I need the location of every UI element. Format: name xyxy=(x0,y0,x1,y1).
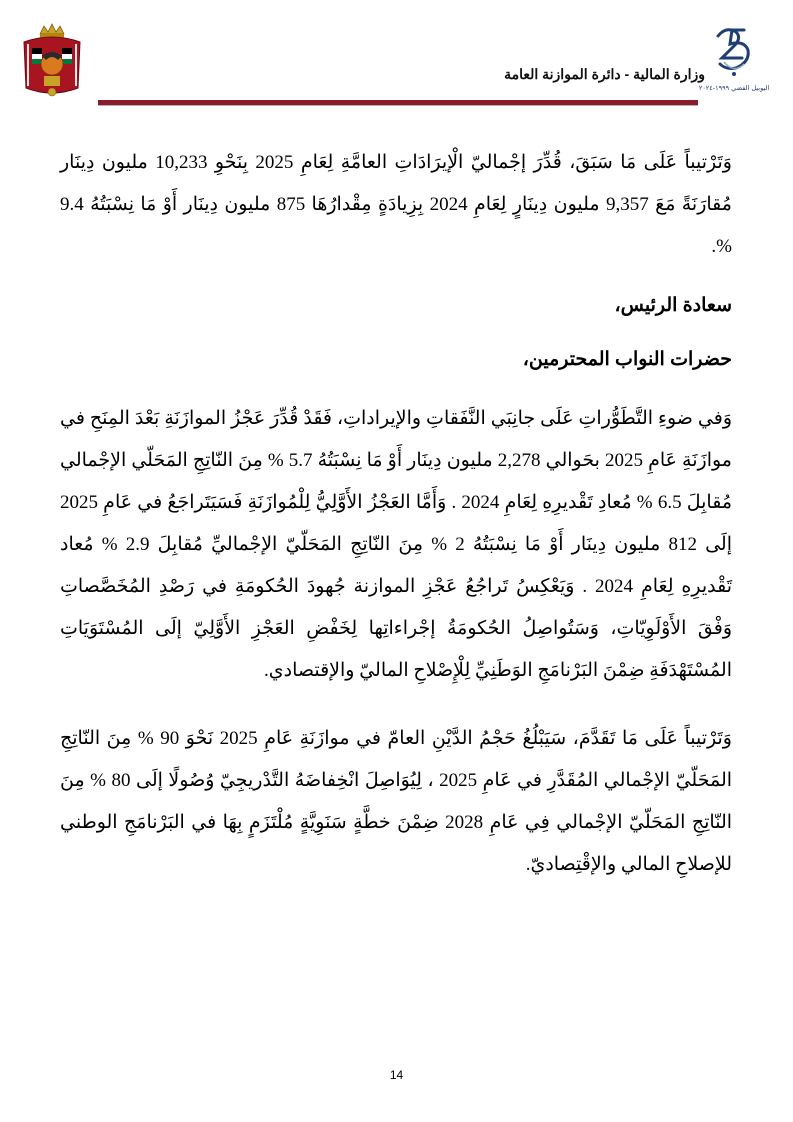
paragraph-deficit: وَفي ضوءِ التَّطَوُّراتِ عَلَى جانِبَي النَّفَقاتِ والإيراداتِ، فَقَدْ قُدِّرَ عَجْزُ الموازَنَةِ بَعْدَ المِنَحِ في موازَنَةِ عَامِ 2025 بحَوالي 2,278 مليون دِينَار أَوْ مَا نِسْبَتُهُ 5.7 % مِنَ النّاتِجِ المَحَلّي الإجْمالي مُقابِلَ 6.5 % مُعادِ تَقْديرِهِ لِعَامِ 2024 . وَأَمَّا العَجْزُ الأَوَّلِيُّ لِلْمُوازَنَةِ فَسَيَتَراجَعُ في عَامِ 2025 إلَى 812 مليون دِينَار أَوْ مَا نِسْبَتُهُ 2 % مِنَ النّاتِجِ المَحَلّيّ الإجْماليِّ مُقابِلَ 2.9 % مُعاد تَقْديرِهِ لِعَامِ 2024 . وَيَعْكِسُ تَراجُعُ عَجْزِ الموازنة جُهودَ الحُكومَةِ في رَصْدِ المُخَصَّصاتِ وَفْقَ الأَوْلَوِيّاتِ، وَسَتُواصِلُ الحُكومَةُ إجْراءاتِها لِخَفْضِ العَجْزِ الأَوَّلِيّ إلَى المُسْتَوَيَاتِ المُسْتَهْدَفَةِ ضِمْنَ البَرْنامَجِ الوَطَنِيِّ لِلْإِصْلاحِ الماليّ والإقتصادي. xyxy=(60,408,733,681)
jubilee-logo-text: اليوبيل الفضي ١٩٩٩-٢٠٢٤ xyxy=(698,84,770,92)
paragraph-revenues: وَتَرْتيباً عَلَى مَا سَبَقَ، قُدِّرَ إجْماليّ الْإيرَادَاتِ العامَّةِ لِعَامِ 2025 بِنَحْوِ 10,233 مليون دِينَار مُقارَنَةً مَعَ 9,357 مليون دِينَارٍ لِعَامِ 2024 بِزِيادَةٍ مِقْدارُهَا 875 مليون دِينَار أَوْ مَا نِسْبَتُهُ 9.4 %. xyxy=(60,152,732,257)
heading-speaker: سعادة الرئيس، xyxy=(614,295,732,316)
jordan-coat-of-arms-icon xyxy=(20,22,84,100)
heading-deputies: حضرات النواب المحترمين، xyxy=(522,349,732,370)
header-title: وزارة المالية - دائرة الموازنة العامة xyxy=(504,66,705,82)
paragraph-public-debt: وَتَرْتيباً عَلَى مَا تَقَدَّمَ، سَيَبْلُغُ حَجْمُ الدَّيْنِ العامّ في موازَنَةِ عَامِ 2025 نَحْوَ 90 % مِنَ النّاتِجِ المَحَلّيّ الإجْمالي المُقَدَّرِ في عَامِ 2025 ، لِيُوَاصِلَ انْخِفاضَهُ التَّدْريجِيّ وُصُولًا إلَى 80 % مِنَ النّاتِجِ المَحَلّيّ الإجْمالي فِي عَامِ 2028 ضِمْنَ خطَّةٍ سَنَوِيَّةٍ مُلْتَزَمٍ بِهَا في البَرْنامَجِ الوطني للإصلاحِ المالي والإقْتِصاديّ. xyxy=(60,728,733,875)
page-number: 14 xyxy=(389,1068,404,1082)
header-divider xyxy=(98,100,698,106)
silver-jubilee-25-logo-icon xyxy=(698,24,770,106)
document-body xyxy=(60,142,732,886)
